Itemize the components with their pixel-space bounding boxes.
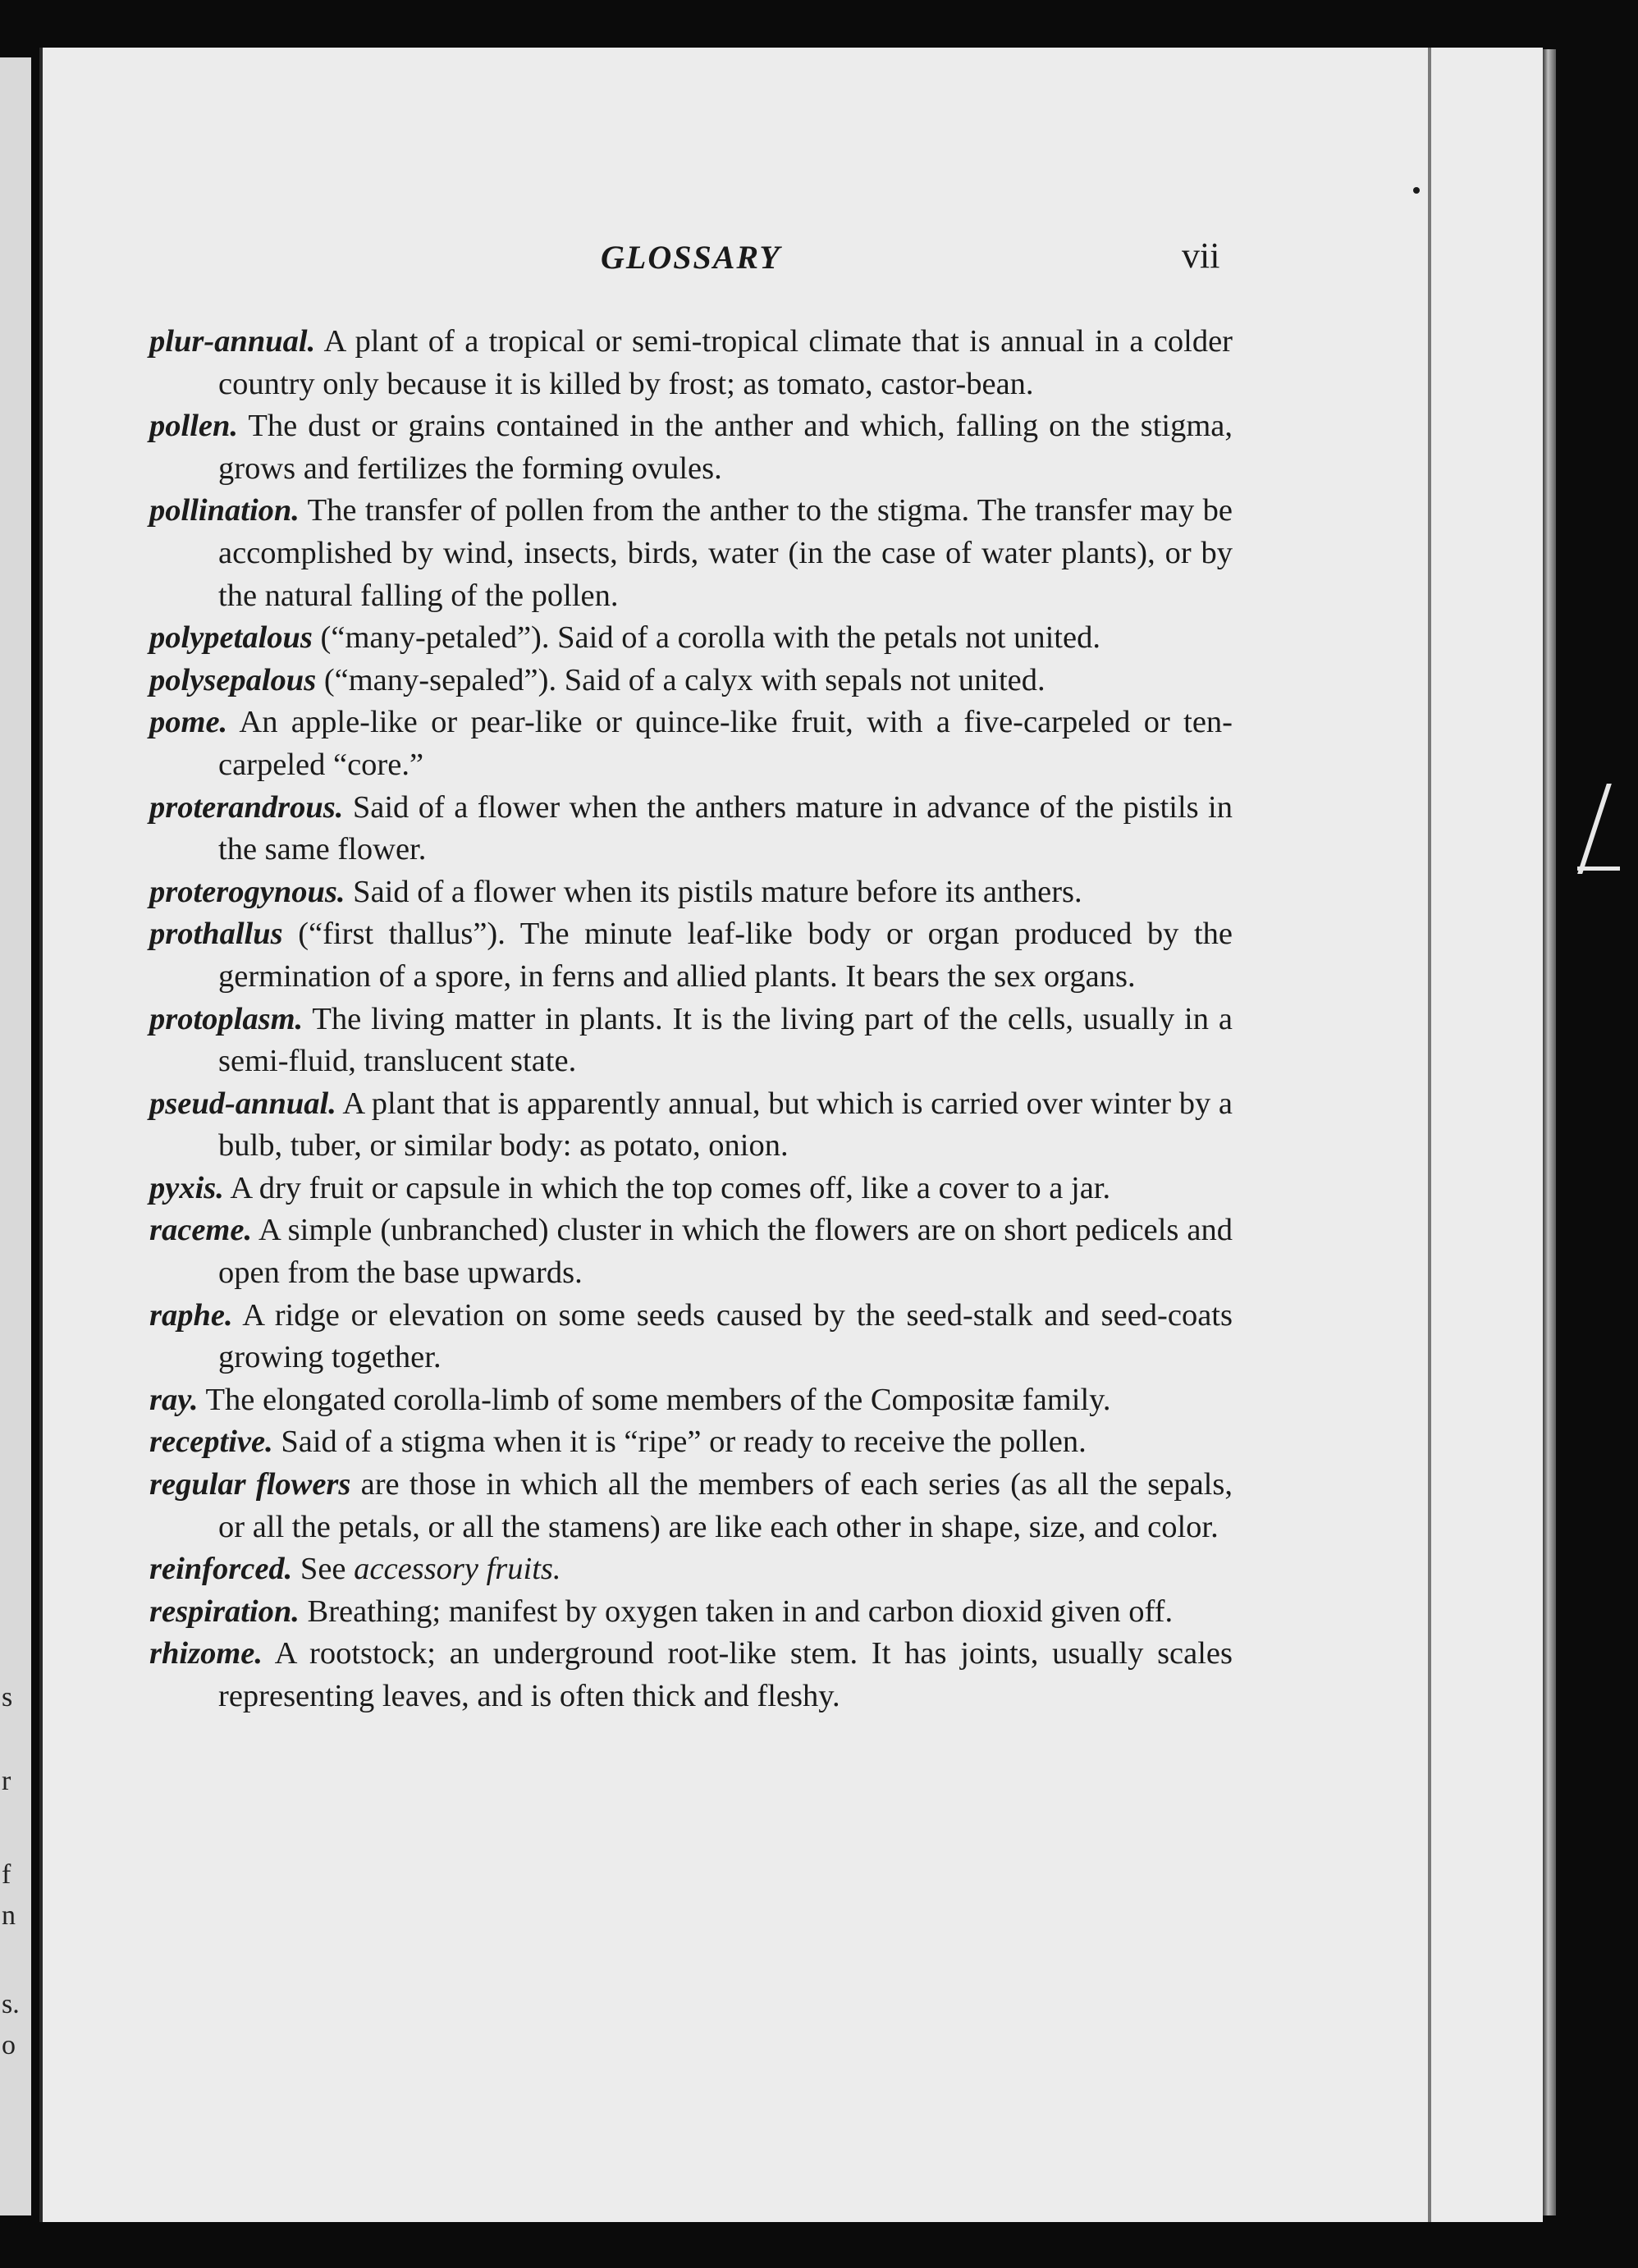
entry-term: proterandrous. <box>149 789 344 825</box>
entry-term: protoplasm. <box>149 1001 304 1036</box>
entry-term: receptive. <box>149 1424 273 1460</box>
margin-fragment: s. <box>2 1989 20 2019</box>
page-header <box>43 235 1543 287</box>
glossary-entry <box>149 617 1233 660</box>
entry-definition: (“many-sepaled”). Said of a calyx with sepals not united. <box>316 662 1045 697</box>
glossary-entries <box>149 321 1233 1718</box>
entry-term: regular flowers <box>149 1467 351 1502</box>
entry-term: plur-annual. <box>149 324 316 359</box>
entry-definition: The living matter in plants. It is the living part of the cells, usually in a semi-fluid, translucent state. <box>218 1001 1233 1079</box>
glossary-entry <box>149 1083 1233 1168</box>
entry-definition: An apple-like or pear-like or quince-like fruit, with a five-carpeled or ten-carpeled “core.” <box>218 705 1233 782</box>
glossary-entry <box>149 1209 1233 1294</box>
entry-term: respiration. <box>149 1594 300 1629</box>
glossary-entry <box>149 1591 1233 1634</box>
margin-fragment: n <box>2 1900 16 1931</box>
glossary-entry <box>149 1633 1233 1717</box>
margin-fragment: s <box>2 1682 13 1712</box>
glossary-entry <box>149 321 1233 405</box>
entry-definition: Said of a flower when the anthers mature in advance of the pistils in the same flower. <box>218 789 1233 867</box>
book-page <box>39 48 1543 2222</box>
entry-definition: A plant of a tropical or semi-tropical climate that is annual in a colder country only because it is killed by frost; as tomato, castor-bean. <box>218 324 1233 401</box>
glossary-entry <box>149 490 1233 617</box>
running-head: GLOSSARY <box>601 239 781 276</box>
entry-term: rhizome. <box>149 1636 263 1671</box>
glossary-entry <box>149 1168 1233 1210</box>
glossary-entry <box>149 1421 1233 1464</box>
margin-mark <box>1577 867 1620 871</box>
entry-definition: The elongated corolla-limb of some members of the Compositæ family. <box>198 1382 1111 1417</box>
entry-definition: (“many-petaled”). Said of a corolla with the petals not united. <box>312 620 1100 656</box>
entry-term: polypetalous <box>149 620 313 656</box>
entry-definition: A simple (unbranched) cluster in which the flowers are on short pedicels and open from the base upwards. <box>218 1213 1233 1291</box>
entry-term: pseud-annual. <box>149 1086 336 1121</box>
entry-definition: A ridge or elevation on some seeds caused by the seed-stalk and seed-coats growing together. <box>218 1297 1233 1375</box>
entry-term: proterogynous. <box>149 874 345 909</box>
entry-definition: The transfer of pollen from the anther to the stigma. The transfer may be accomplished by wind, insects, birds, water (in the case of water plants), or by the natural falling of the pollen. <box>218 493 1233 613</box>
margin-fragment: o <box>2 2030 16 2060</box>
entry-term: raphe. <box>149 1297 233 1333</box>
entry-definition: A rootstock; an underground root-like stem. It has joints, usually scales representing leaves, and is often thick and fleshy. <box>218 1636 1233 1713</box>
entry-term: ray. <box>149 1382 199 1417</box>
previous-page-edge <box>0 57 31 2215</box>
entry-definition: See <box>292 1552 355 1587</box>
entry-term: reinforced. <box>149 1552 293 1587</box>
glossary-entry <box>149 1464 1233 1548</box>
entry-term: prothallus <box>149 917 283 952</box>
entry-definition: A plant that is apparently annual, but which is carried over winter by a bulb, tuber, or similar body: as potato, onion. <box>218 1086 1233 1164</box>
page-number: vii <box>1182 235 1220 276</box>
entry-term: polysepalous <box>149 662 317 697</box>
glossary-entry <box>149 1548 1233 1591</box>
book-edge <box>1543 49 1556 2215</box>
ink-speck <box>1413 187 1420 194</box>
glossary-entry <box>149 787 1233 871</box>
entry-definition: A dry fruit or capsule in which the top comes off, like a cover to a jar. <box>223 1170 1111 1205</box>
glossary-entry <box>149 913 1233 998</box>
entry-definition: The dust or grains contained in the anther and which, falling on the stigma, grows and fertilizes the forming ovules. <box>218 409 1233 486</box>
margin-fragment: r <box>2 1766 11 1796</box>
glossary-entry <box>149 660 1233 702</box>
entry-definition: Said of a stigma when it is “ripe” or ready to receive the pollen. <box>272 1424 1087 1460</box>
glossary-entry <box>149 1379 1233 1422</box>
page-fold-line <box>1428 48 1431 2222</box>
glossary-entry <box>149 871 1233 914</box>
glossary-entry <box>149 999 1233 1083</box>
entry-term: pollination. <box>149 493 300 528</box>
glossary-entry <box>149 1295 1233 1379</box>
entry-term: pyxis. <box>149 1170 224 1205</box>
glossary-entry <box>149 405 1233 490</box>
entry-definition: Said of a flower when its pistils mature before its anthers. <box>345 874 1082 909</box>
entry-term: pome. <box>149 705 228 740</box>
entry-definition: are those in which all the members of each series (as all the sepals, or all the petals, or all the stamens) are like each other in shape, size, and color. <box>218 1467 1233 1544</box>
margin-fragment: f <box>2 1859 11 1890</box>
entry-term: raceme. <box>149 1213 253 1248</box>
cross-reference: accessory fruits. <box>354 1552 561 1587</box>
glossary-entry <box>149 702 1233 786</box>
entry-definition: (“first thallus”). The minute leaf-like body or organ produced by the germination of a spore, in ferns and allied plants. It bears the sex organs. <box>218 917 1233 994</box>
margin-mark <box>1577 784 1612 874</box>
entry-term: pollen. <box>149 409 239 444</box>
entry-definition: Breathing; manifest by oxygen taken in and carbon dioxid given off. <box>299 1594 1174 1629</box>
